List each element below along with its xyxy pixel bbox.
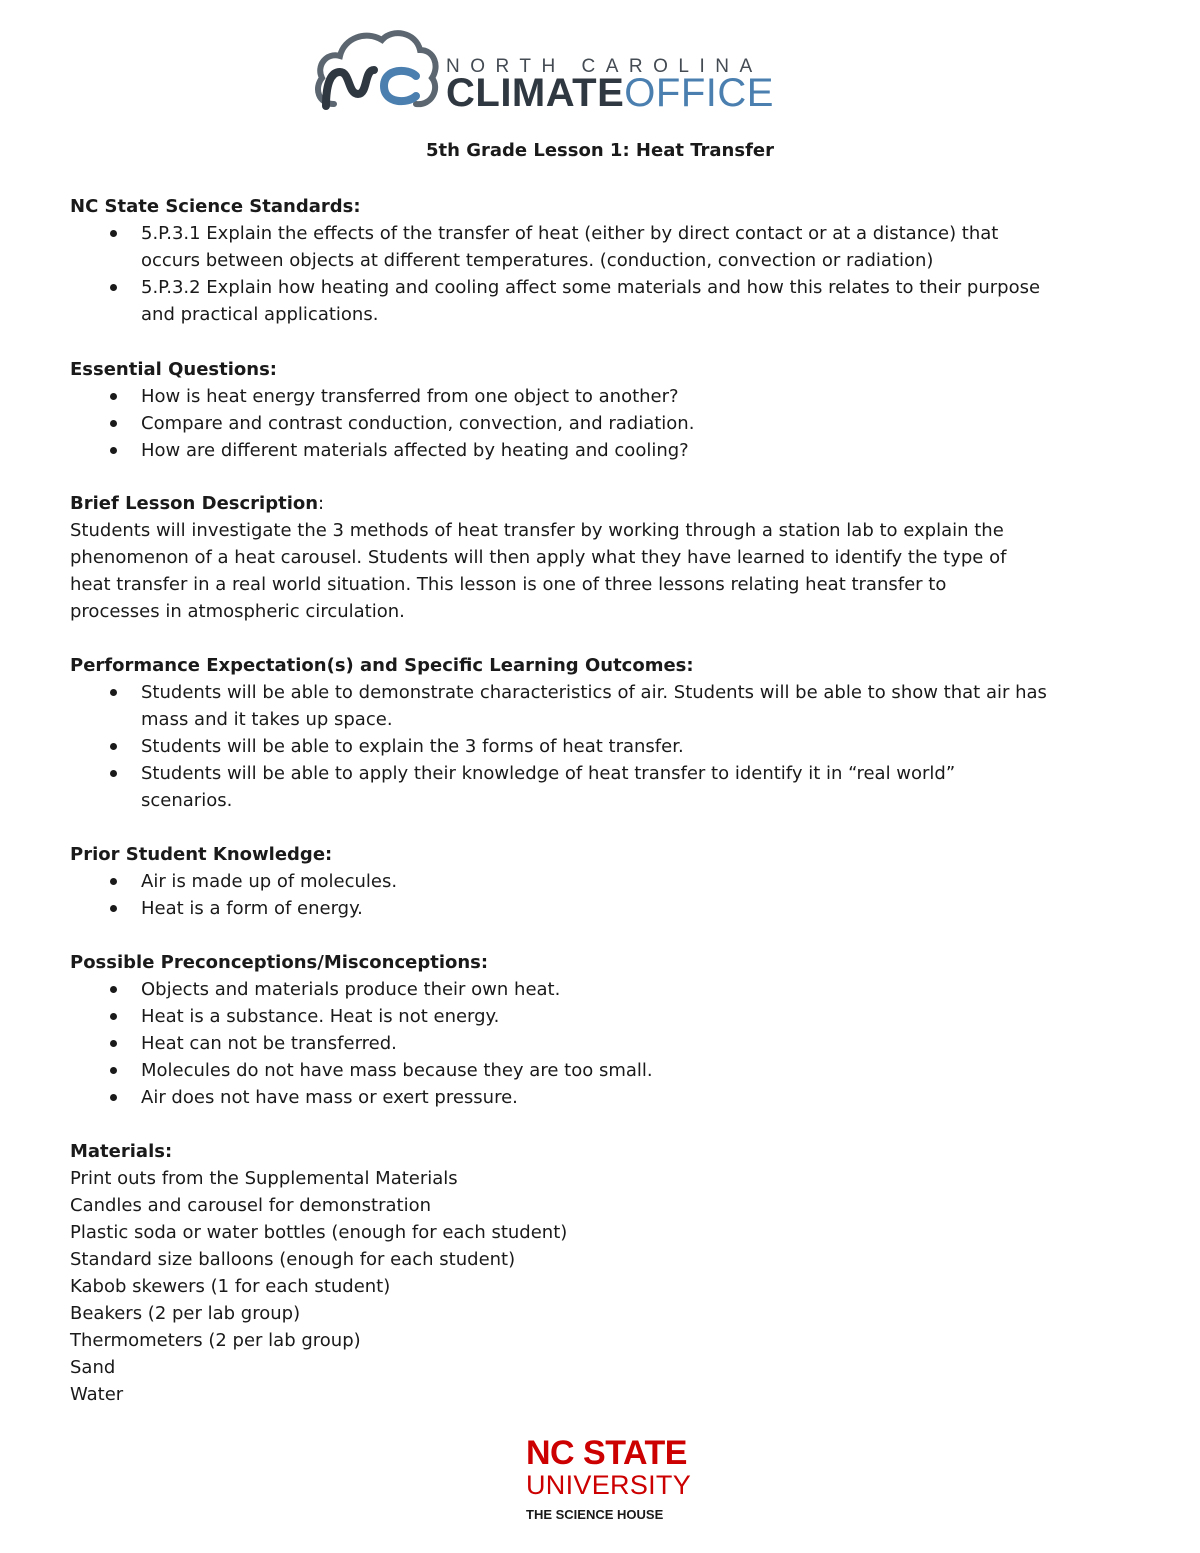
misconceptions-section — [70, 949, 1135, 1111]
materials-item: Kabob skewers (1 for each student) — [70, 1276, 391, 1297]
list-item — [70, 1084, 1135, 1111]
list-item-text: mass and it takes up space. — [141, 709, 393, 730]
standards-list — [70, 220, 1135, 328]
materials-item: Plastic soda or water bottles (enough for each student) — [70, 1222, 568, 1243]
prior-list — [70, 868, 1135, 922]
standards-heading: NC State Science Standards: — [70, 196, 361, 217]
bullet-icon — [110, 420, 117, 427]
materials-section — [70, 1138, 1135, 1408]
materials-item: Water — [70, 1384, 124, 1405]
logo-climate-office-text — [446, 73, 774, 113]
bullet-icon — [110, 1013, 117, 1020]
list-item — [70, 383, 1135, 410]
description-line: heat transfer in a real world situation. This lesson is one of three lessons relating heat transfer to — [70, 574, 947, 595]
bullet-icon — [110, 1067, 117, 1074]
questions-section — [70, 356, 1135, 464]
nc-state-science-house-logo — [526, 1434, 692, 1526]
description-line: processes in atmospheric circulation. — [70, 601, 405, 622]
list-item — [70, 733, 1135, 760]
list-item-text: Air does not have mass or exert pressure. — [141, 1087, 518, 1108]
materials-item: Thermometers (2 per lab group) — [70, 1330, 361, 1351]
bullet-icon — [110, 284, 117, 291]
bullet-icon — [110, 770, 117, 777]
bullet-icon — [110, 878, 117, 885]
list-item — [70, 976, 1135, 1003]
list-item-text: Compare and contrast conduction, convection, and radiation. — [141, 413, 695, 434]
list-item-text: Air is made up of molecules. — [141, 871, 398, 892]
bullet-icon — [110, 986, 117, 993]
materials-item: Print outs from the Supplemental Materials — [70, 1168, 458, 1189]
list-item — [70, 895, 1135, 922]
bullet-icon — [110, 447, 117, 454]
logo-office-word: OFFICE — [624, 71, 774, 115]
list-item-text: Students will be able to explain the 3 forms of heat transfer. — [141, 736, 684, 757]
performance-section — [70, 652, 1135, 814]
materials-item: Sand — [70, 1357, 116, 1378]
bullet-icon — [110, 230, 117, 237]
bullet-icon — [110, 393, 117, 400]
list-item — [70, 679, 1135, 733]
prior-section — [70, 841, 1135, 922]
list-item-text: Molecules do not have mass because they are too small. — [141, 1060, 653, 1081]
list-item-text: Students will be able to demonstrate characteristics of air. Students will be able to show that air has — [141, 682, 1047, 703]
list-item — [70, 1030, 1135, 1057]
standards-section — [70, 193, 1135, 328]
list-item — [70, 437, 1135, 464]
list-item — [70, 760, 1135, 814]
list-item — [70, 1003, 1135, 1030]
list-item — [70, 274, 1135, 328]
list-item-text: scenarios. — [141, 790, 233, 811]
description-body — [70, 517, 1135, 625]
list-item-text: Objects and materials produce their own heat. — [141, 979, 561, 1000]
description-section — [70, 490, 1135, 625]
list-item — [70, 1057, 1135, 1084]
list-item — [70, 410, 1135, 437]
materials-list — [70, 1165, 1135, 1408]
list-item-text: occurs between objects at different temperatures. (conduction, convection or radiation) — [141, 250, 934, 271]
description-heading-colon: : — [318, 493, 325, 514]
list-item-text: Students will be able to apply their knowledge of heat transfer to identify it in “real world” — [141, 763, 956, 784]
description-line: Students will investigate the 3 methods of heat transfer by working through a station lab to explain the — [70, 520, 1004, 541]
bullet-icon — [110, 1040, 117, 1047]
cloud-nc-logo-icon — [312, 26, 442, 118]
materials-item: Candles and carousel for demonstration — [70, 1195, 431, 1216]
footer-nc-state-text: NC STATE — [526, 1434, 687, 1472]
description-heading-label: Brief Lesson Description — [70, 493, 319, 514]
description-line: phenomenon of a heat carousel. Students will then apply what they have learned to identify the type of — [70, 547, 1007, 568]
nc-climate-office-logo — [312, 26, 832, 118]
bullet-icon — [110, 689, 117, 696]
bullet-icon — [110, 743, 117, 750]
misconceptions-list — [70, 976, 1135, 1111]
performance-list — [70, 679, 1135, 814]
list-item-text: How are different materials affected by heating and cooling? — [141, 440, 689, 461]
list-item-text: and practical applications. — [141, 304, 379, 325]
prior-heading: Prior Student Knowledge: — [70, 844, 333, 865]
logo-climate-word: CLIMATE — [446, 71, 625, 115]
footer-university-text: UNIVERSITY — [526, 1470, 692, 1500]
performance-heading: Performance Expectation(s) and Specific Learning Outcomes: — [70, 655, 694, 676]
materials-heading: Materials: — [70, 1141, 173, 1162]
materials-item: Beakers (2 per lab group) — [70, 1303, 301, 1324]
list-item — [70, 220, 1135, 274]
list-item-text: Heat is a substance. Heat is not energy. — [141, 1006, 500, 1027]
questions-list — [70, 383, 1135, 464]
bullet-icon — [110, 1094, 117, 1101]
list-item-text: Heat is a form of energy. — [141, 898, 363, 919]
logo-north-carolina-text: NORTH CAROLINA — [446, 56, 763, 77]
questions-heading: Essential Questions: — [70, 359, 278, 380]
misconceptions-heading: Possible Preconceptions/Misconceptions: — [70, 952, 489, 973]
description-heading — [70, 490, 1135, 517]
page-title: 5th Grade Lesson 1: Heat Transfer — [426, 140, 774, 161]
list-item — [70, 868, 1135, 895]
list-item-text: 5.P.3.1 Explain the effects of the transfer of heat (either by direct contact or at a distance) that — [141, 223, 999, 244]
list-item-text: 5.P.3.2 Explain how heating and cooling affect some materials and how this relates to their purpose — [141, 277, 1041, 298]
list-item-text: How is heat energy transferred from one object to another? — [141, 386, 679, 407]
materials-item: Standard size balloons (enough for each student) — [70, 1249, 516, 1270]
bullet-icon — [110, 905, 117, 912]
list-item-text: Heat can not be transferred. — [141, 1033, 397, 1054]
footer-science-house-text: THE SCIENCE HOUSE — [526, 1507, 664, 1522]
